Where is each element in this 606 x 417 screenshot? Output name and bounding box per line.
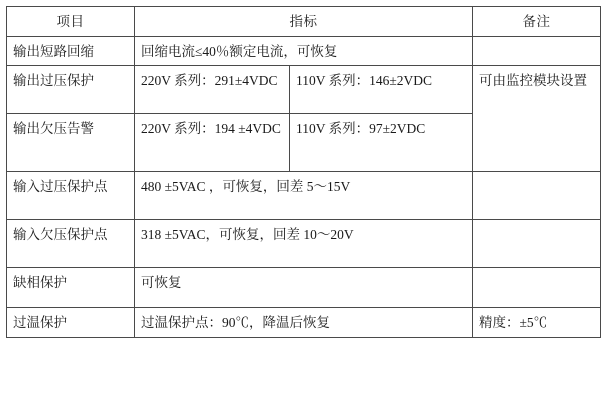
row-remark-value: 精度：±5℃ [473, 308, 601, 338]
row-spec-value-b: 110V 系列：146±2VDC [290, 66, 473, 114]
row-spec-value-b: 110V 系列：97±2VDC [290, 114, 473, 172]
row-item-label: 输入过压保护点 [7, 172, 135, 220]
row-remark-value: 可由监控模块设置 [473, 66, 601, 172]
table-row [7, 268, 601, 308]
row-item-label: 输出欠压告警 [7, 114, 135, 172]
row-item-label: 输入欠压保护点 [7, 220, 135, 268]
table-header [7, 7, 601, 37]
table-row [7, 308, 601, 338]
table-row [7, 220, 601, 268]
column-header-spec: 指标 [135, 7, 473, 37]
row-item-label: 输出短路回缩 [7, 36, 135, 66]
row-spec-value: 回缩电流≤40％额定电流，可恢复 [135, 36, 473, 66]
row-spec-value: 480 ±5VAC ，可恢复，回差 5～15V [135, 172, 473, 220]
row-remark-value [473, 36, 601, 66]
table-row [7, 172, 601, 220]
row-spec-value: 318 ±5VAC，可恢复，回差 10～20V [135, 220, 473, 268]
row-item-label: 缺相保护 [7, 268, 135, 308]
row-spec-value: 可恢复 [135, 268, 473, 308]
row-spec-value-a: 220V 系列：194 ±4VDC [135, 114, 290, 172]
table-header-row [7, 7, 601, 37]
column-header-item: 项目 [7, 7, 135, 37]
column-header-remark: 备注 [473, 7, 601, 37]
table-body [7, 36, 601, 337]
row-item-label: 输出过压保护 [7, 66, 135, 114]
row-spec-value: 过温保护点：90℃，降温后恢复 [135, 308, 473, 338]
table-row [7, 36, 601, 66]
row-spec-value-a: 220V 系列：291±4VDC [135, 66, 290, 114]
row-remark-value [473, 268, 601, 308]
row-item-label: 过温保护 [7, 308, 135, 338]
specification-table [6, 6, 601, 338]
row-remark-value [473, 172, 601, 220]
table-row [7, 66, 601, 114]
row-remark-value [473, 220, 601, 268]
